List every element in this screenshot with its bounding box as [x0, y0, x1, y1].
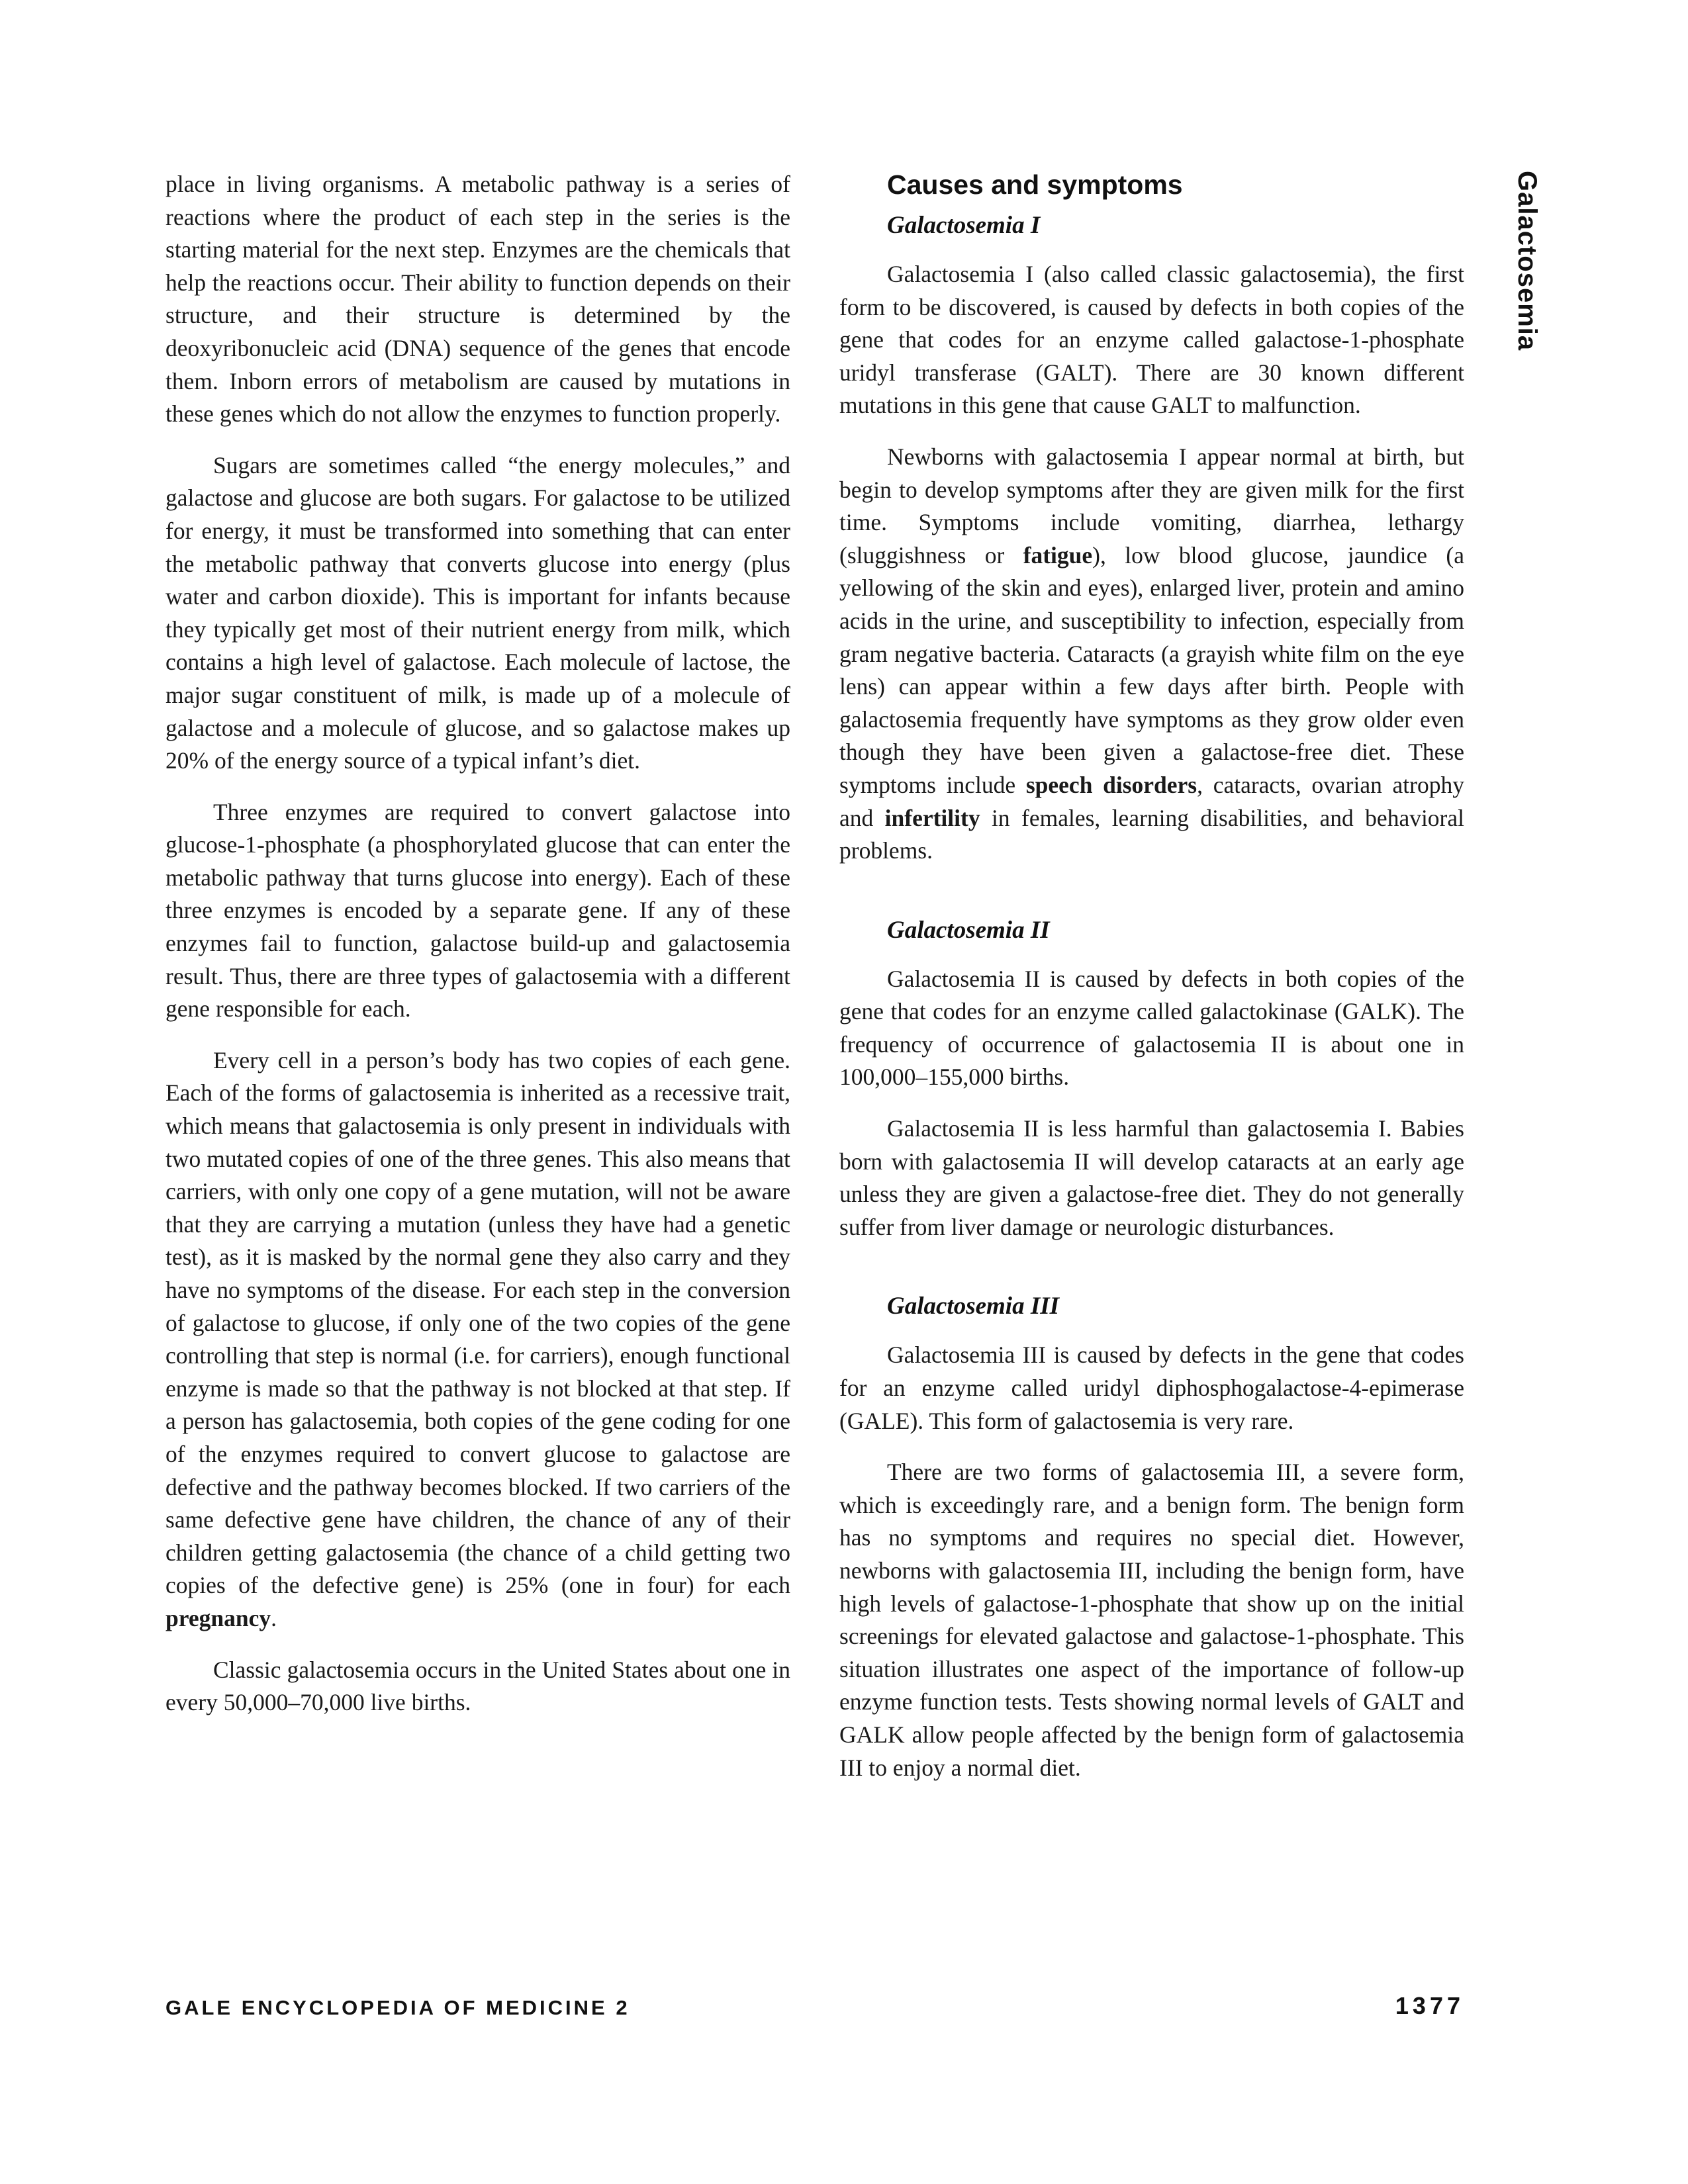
left-paragraph-4-text: Every cell in a person’s body has two copies of each gene. Each of the forms of galactosemia is inherited as a recessive trait, which means that galactosemia is only present in individuals with two mutated copies of one of the three genes. This also means that carriers, with only one copy of a gene mutation, will not be aware that they are carrying a mutation (unless they have had a genetic test), as it is masked by the normal gene they also carry and they have no symptoms of the disease. For each step in the conversion of galactose to glucose, if only one of the two copies of the gene controlling that step is normal (i.e. for carriers), enough functional enzyme is made so that the pathway is not blocked at that step. If a person has galactosemia, both copies of the gene coding for one of the enzymes required to convert glucose to galactose are defective and the pathway becomes blocked. If two carriers of the same defective gene have children, the chance of any of their children getting galactosemia (the chance of a child getting two copies of the defective gene) is 25% (one in four) for each [165, 1046, 790, 1599]
right-column [839, 168, 1464, 1784]
footer-page-number: 1377 [1395, 1992, 1464, 2019]
fatigue-term: fatigue [1023, 541, 1093, 569]
left-paragraph-4 [165, 1044, 790, 1635]
left-paragraph-2: Sugars are sometimes called “the energy molecules,” and galactose and glucose are both sugars. For galactose to be utilized for energy, it must be transformed into something that can enter the metabolic pathway that converts glucose into energy (plus water and carbon dioxide). This is important for infants because they typically get most of their nutrient energy from milk, which contains a high level of galactose. Each molecule of lactose, the major sugar constituent of milk, is made up of a molecule of galactose and a molecule of glucose, and so galactose makes up 20% of the energy source of a typical infant’s diet. [165, 451, 790, 774]
section-heading: Causes and symptoms [887, 169, 1183, 200]
galactosemia-3-paragraph-2: There are two forms of galactosemia III, a severe form, which is exceedingly rare, and a benign form. The benign form has no symptoms and requires no special diet. However, newborns with galactosemia III, including the benign form, have high levels of galactose-1-phosphate that show up on the initial screenings for elevated galactose and galactose-1-phosphate. This situation illustrates one aspect of the importance of follow-up enzyme function tests. Tests showing normal levels of GALT and GALK allow people affected by the benign form of galactosemia III to enjoy a normal diet. [839, 1459, 1464, 1781]
infertility-term: infertility [884, 804, 980, 831]
galactosemia-1-paragraph-2 [839, 441, 1464, 868]
left-paragraph-5: Classic galactosemia occurs in the United States about one in every 50,000–70,000 live births. [165, 1656, 790, 1716]
galactosemia-1-paragraph-1: Galactosemia I (also called classic galactosemia), the first form to be discovered, is caused by defects in both copies of the gene that codes for an enzyme called galactose-1-phosphate uridyl transferase (GALT). There are 30 known different mutations in this gene that cause GALT to malfunction. [839, 261, 1464, 419]
galactosemia-2-paragraph-2: Galactosemia II is less harmful than galactosemia I. Babies born with galactosemia II will develop cataracts at an early age unless they are given a galactose-free diet. They do not generally suffer from liver damage or neurologic disturbances. [839, 1115, 1464, 1240]
symptoms-text-c: ), low blood glucose, jaundice (a yellowing of the skin and eyes), enlarged liver, protein and amino acids in the urine, and susceptibility to infection, especially from gram negative bacteria. Cataracts (a grayish white film on the eye lens) can appear within a few days after birth. People with galactosemia frequently have symptoms as they grow older even though they have been given a galactose-free diet. These symptoms include [839, 541, 1465, 798]
footer-publication: GALE ENCYCLOPEDIA OF MEDICINE 2 [165, 1996, 630, 2019]
subheading-galactosemia-1: Galactosemia I [887, 212, 1041, 239]
left-paragraph-4-end: . [271, 1604, 277, 1631]
side-tab [1512, 171, 1545, 351]
symptoms-text-e: , cataracts, ovarian atrophy and [839, 771, 1464, 831]
subheading-galactosemia-2: Galactosemia II [887, 916, 1050, 944]
subheading-galactosemia-3: Galactosemia III [887, 1293, 1060, 1320]
galactosemia-3-paragraph-1: Galactosemia III is caused by defects in the gene that codes for an enzyme called uridyl diphosphogalactose-4-epimerase (GALE). This form of galactosemia is very rare. [839, 1342, 1464, 1434]
symptoms-text-g: in females, learning disabilities, and behavioral problems. [839, 804, 1464, 864]
left-paragraph-1: place in living organisms. A metabolic pathway is a series of reactions where the product of each step in the series is the starting material for the next step. Enzymes are the chemicals that help the reactions occur. Their ability to function depends on their structure, and their structure is determined by the deoxyribonucleic acid (DNA) sequence of the genes that encode them. Inborn errors of metabolism are caused by mutations in these genes which do not allow the enzymes to function properly. [165, 171, 790, 428]
left-column [165, 168, 790, 1719]
symptoms-text-a: Newborns with galactosemia I appear normal at birth, but begin to develop symptoms after they are given milk for the first time. Symptoms include vomiting, diarrhea, lethargy (sluggishness or [839, 443, 1464, 569]
pregnancy-term: pregnancy [165, 1604, 271, 1631]
left-paragraph-3: Three enzymes are required to convert galactose into glucose-1-phosphate (a phosphorylated glucose that can enter the metabolic pathway that turns glucose into energy). Each of these three enzymes is encoded by a separate gene. If any of these enzymes fail to function, galactose build-up and galactosemia result. Thus, there are three types of galactosemia with a different gene responsible for each. [165, 798, 790, 1023]
galactosemia-2-paragraph-1: Galactosemia II is caused by defects in both copies of the gene that codes for an enzyme called galactokinase (GALK). The frequency of occurrence of galactosemia II is about one in 100,000–155,000 births. [839, 965, 1464, 1091]
side-tab-label: Galactosemia [1513, 171, 1542, 351]
speech-disorders-term: speech disorders [1025, 771, 1197, 798]
